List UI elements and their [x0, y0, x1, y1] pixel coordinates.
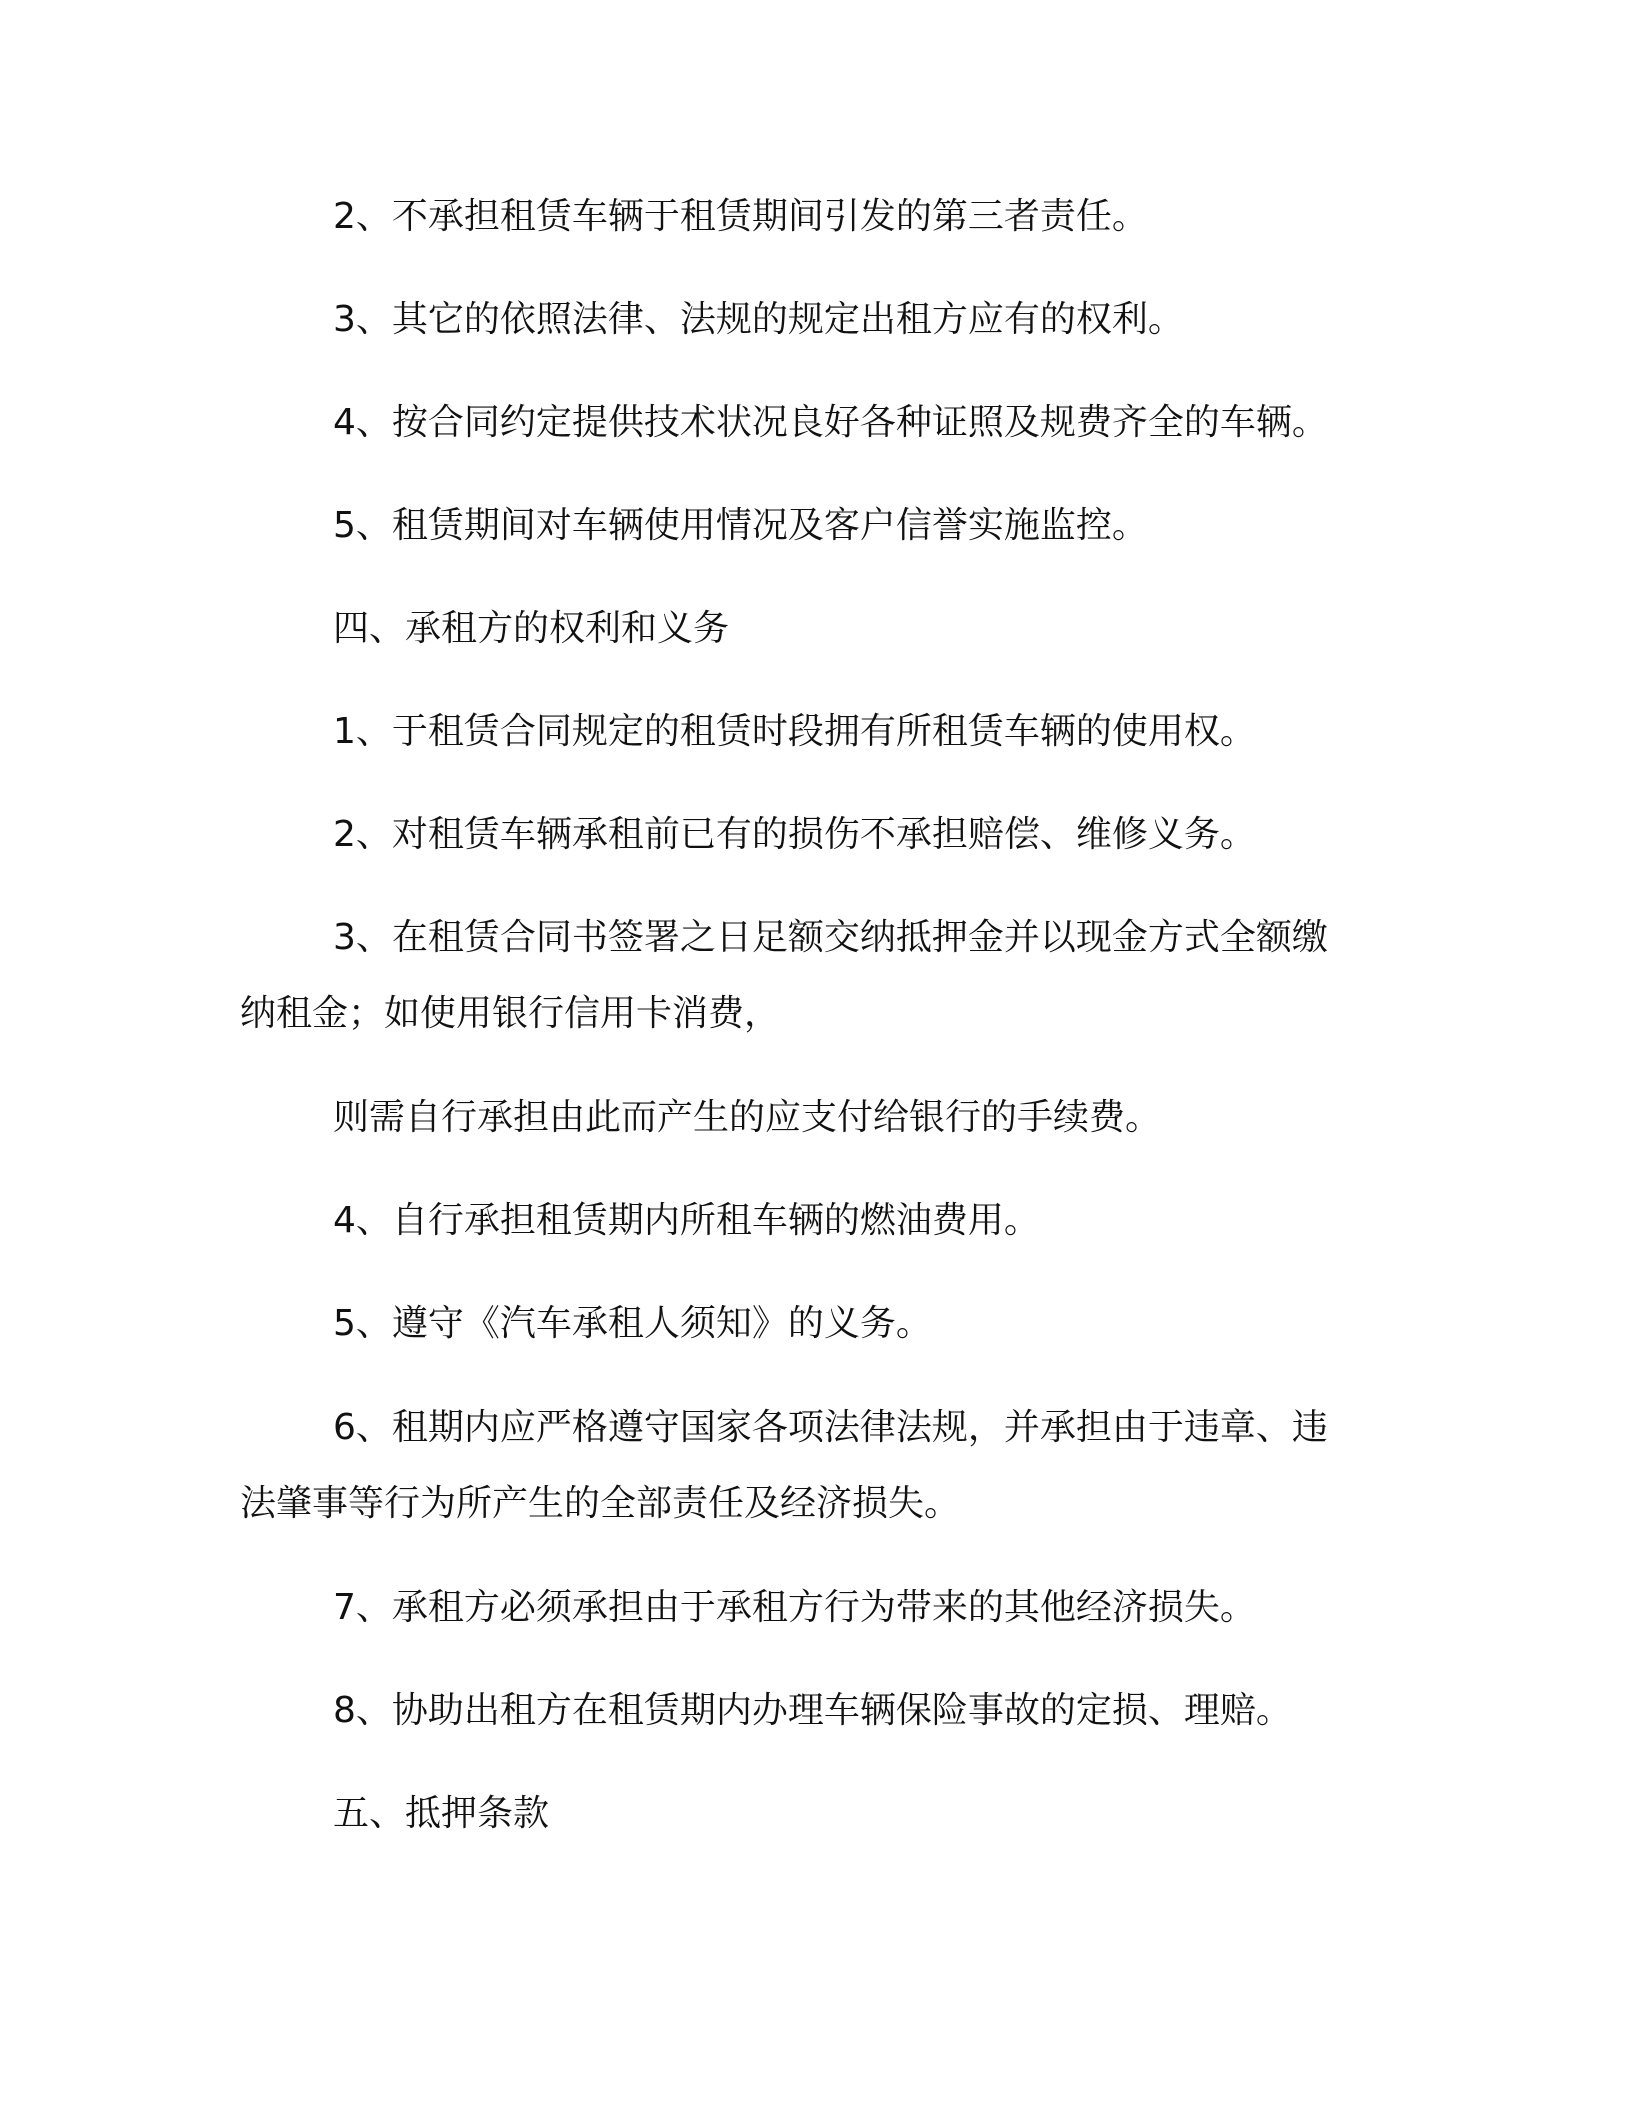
clause-line: 4、自行承担租赁期内所租车辆的燃油费用。 [333, 1200, 1040, 1241]
clause-line: 4、按合同约定提供技术状况良好各种证照及规费齐全的车辆。 [333, 402, 1328, 443]
section-heading: 四、承租方的权利和义务 [333, 608, 730, 649]
clause-line: 2、不承担租赁车辆于租赁期间引发的第三者责任。 [333, 196, 1148, 237]
clause-line: 7、承租方必须承担由于承租方行为带来的其他经济损失。 [333, 1587, 1256, 1628]
clause-line: 3、其它的依照法律、法规的规定出租方应有的权利。 [333, 299, 1184, 340]
section-heading: 五、抵押条款 [333, 1793, 550, 1834]
clause-line: 3、在租赁合同书签署之日足额交纳抵押金并以现金方式全额缴 [333, 917, 1328, 958]
clause-line: 6、租期内应严格遵守国家各项法律法规，并承担由于违章、违 [333, 1407, 1328, 1448]
clause-line: 5、遵守《汽车承租人须知》的义务。 [333, 1303, 932, 1344]
clause-line: 1、于租赁合同规定的租赁时段拥有所租赁车辆的使用权。 [333, 711, 1256, 752]
clause-line: 5、租赁期间对车辆使用情况及客户信誉实施监控。 [333, 505, 1148, 546]
clause-line: 8、协助出租方在租赁期内办理车辆保险事故的定损、理赔。 [333, 1690, 1292, 1731]
clause-continuation-line: 纳租金；如使用银行信用卡消费， [240, 993, 781, 1034]
clause-continuation-line: 法肇事等行为所产生的全部责任及经济损失。 [240, 1483, 961, 1524]
clause-line: 2、对租赁车辆承租前已有的损伤不承担赔偿、维修义务。 [333, 814, 1256, 855]
clause-line: 则需自行承担由此而产生的应支付给银行的手续费。 [333, 1097, 1162, 1138]
